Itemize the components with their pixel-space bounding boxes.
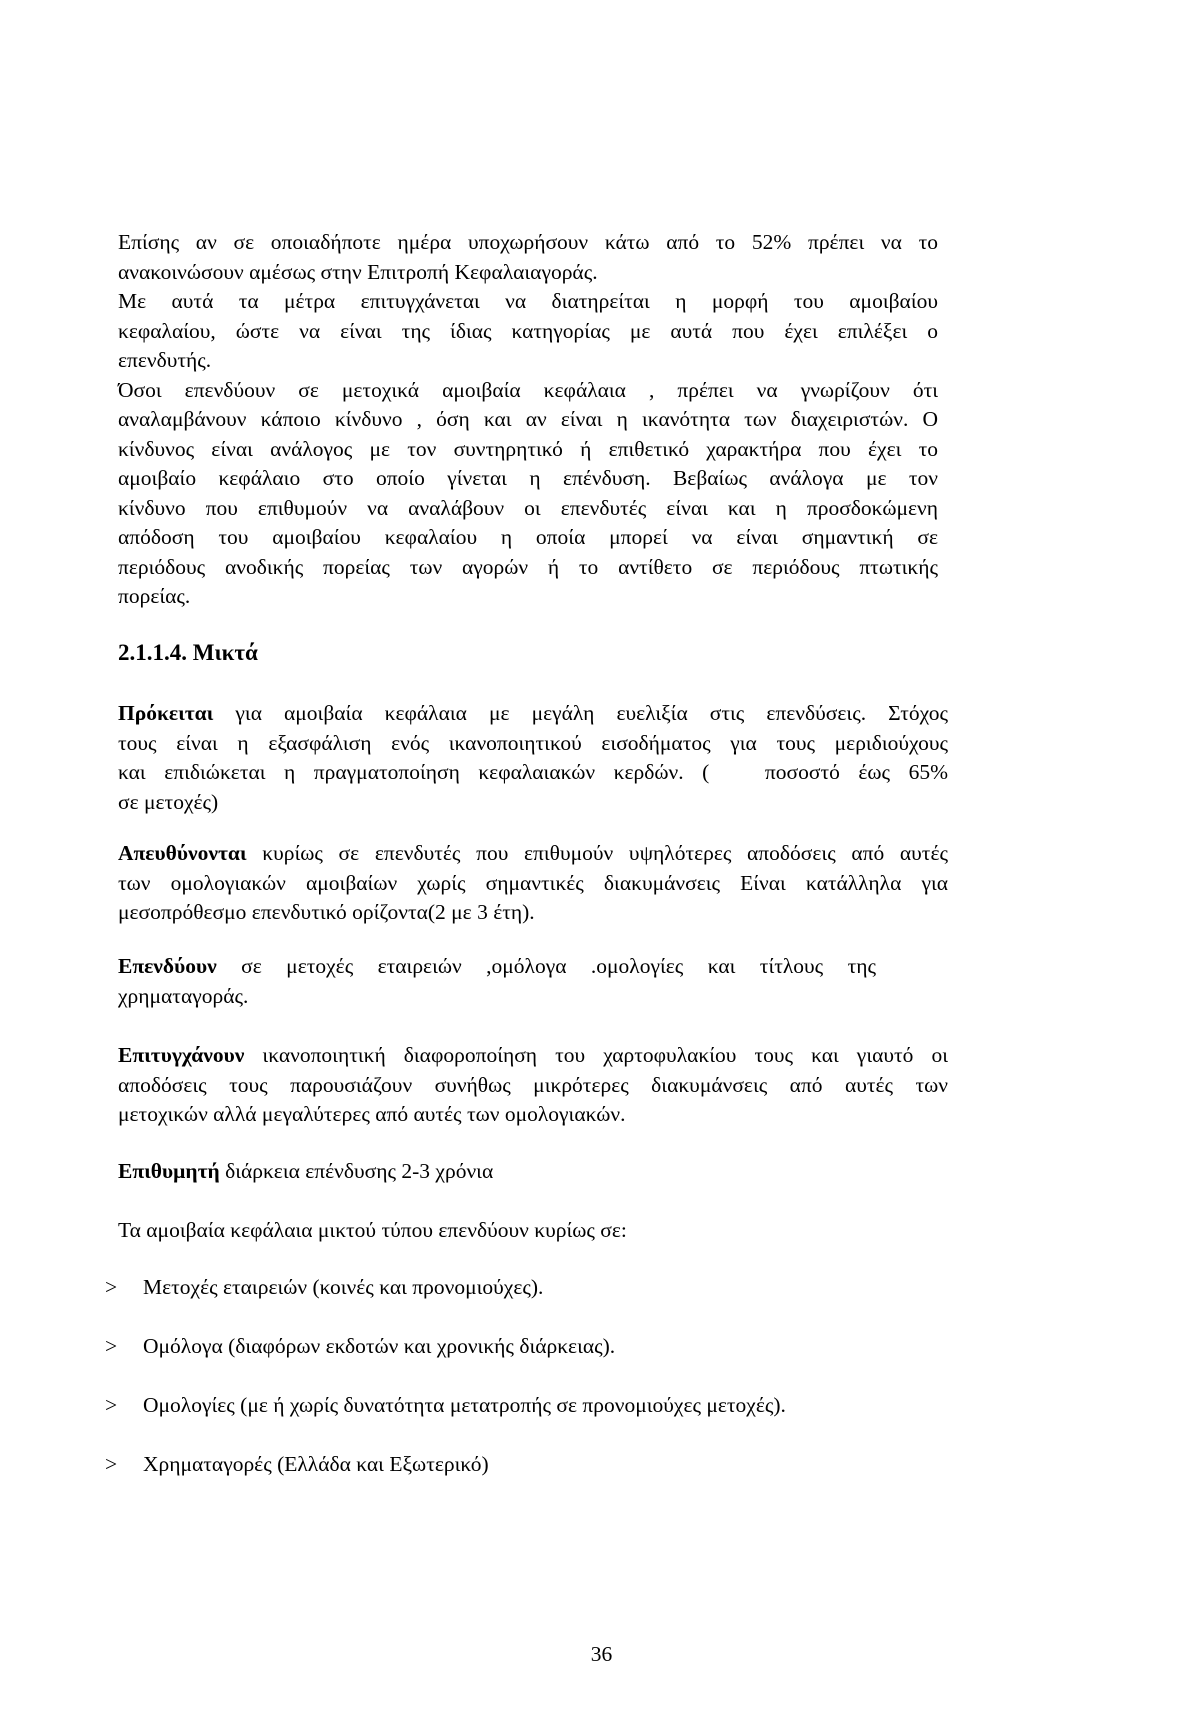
list-item	[105, 1332, 615, 1362]
page-number: 36	[590, 1642, 613, 1666]
text-run: σε μετοχές εταιρειών ,ομόλογα .ομολογίες και τίτλους της	[216, 954, 876, 978]
text-line: Όσοι επενδύουν σε μετοχικά αμοιβαία κεφάλαια , πρέπει να γνωρίζουν ότι	[118, 377, 938, 402]
text-line: και επιδιώκεται η πραγματοποίηση κεφαλαιακών κερδών. ( ποσοστό έως 65%	[118, 760, 948, 784]
bold-lead: Επιθυμητή	[118, 1159, 220, 1183]
text-line	[118, 699, 948, 729]
text-line: ανακοινώσουν αμέσως στην Επιτροπή Κεφαλαιαγοράς.	[118, 259, 598, 284]
bullet-marker: >	[105, 1334, 118, 1358]
text-line: αμοιβαίο κεφάλαιο στο οποίο γίνεται η επένδυση. Βεβαίως ανάλογα με τον	[118, 466, 938, 490]
bold-lead: Επιτυγχάνουν	[118, 1043, 245, 1067]
text-line: αποδόσεις τους παρουσιάζουν συνήθως μικρότερες διακυμάνσεις από αυτές των	[118, 1072, 948, 1097]
text-run: κυρίως σε επενδυτές που επιθυμούν υψηλότερες αποδόσεις από αυτές	[246, 841, 948, 865]
text-line: σε μετοχές)	[118, 789, 219, 814]
results-paragraph	[118, 1041, 948, 1130]
text-line: χρηματαγοράς.	[118, 983, 249, 1008]
text-line: περιόδους ανοδικής πορείας των αγορών ή το αντίθετο σε περιόδους πτωτικής	[118, 554, 938, 579]
list-item-text: Ομόλογα (διαφόρων εκδοτών και χρονικής διάρκειας).	[143, 1334, 616, 1358]
text-line: μεσοπρόθεσμο επενδυτικό ορίζοντα(2 με 3 έτη).	[118, 900, 535, 924]
list-item	[105, 1273, 543, 1303]
text-line: Επίσης αν σε οποιαδήποτε ημέρα υποχωρήσουν κάτω από το 52% πρέπει να το	[118, 230, 938, 254]
text-line: κίνδυνος είναι ανάλογος με τον συντηρητικό ή επιθετικό χαρακτήρα που έχει το	[118, 436, 938, 461]
bold-lead: Απευθύνονται	[118, 841, 247, 865]
text-line: επενδυτής.	[118, 348, 212, 372]
text-run: ικανοποιητική διαφοροποίηση του χαρτοφυλακίου τους και γιαυτό οι	[244, 1043, 948, 1067]
text-run: για αμοιβαία κεφάλαια με μεγάλη ευελιξία στις επενδύσεις. Στόχος	[213, 701, 948, 725]
text-line: τους είναι η εξασφάλιση ενός ικανοποιητικού εισοδήματος για τους μεριδιούχους	[118, 730, 948, 755]
text-line	[118, 1041, 948, 1071]
bold-lead: Επενδύουν	[118, 954, 217, 978]
section-heading: 2.1.1.4. Μικτά	[118, 640, 258, 665]
text-line: αναλαμβάνουν κάποιο κίνδυνο , όση και αν είναι η ικανότητα των διαχειριστών. Ο	[118, 407, 938, 431]
list-item	[105, 1391, 786, 1421]
list-item-text: Χρηματαγορές (Ελλάδα και Εξωτερικό)	[143, 1452, 489, 1476]
intro-paragraph	[118, 228, 938, 612]
description-paragraph	[118, 699, 948, 817]
text-line: των ομολογιακών αμοιβαίων χωρίς σημαντικές διακυμάνσεις Είναι κατάλληλα για	[118, 870, 948, 895]
list-item-text: Μετοχές εταιρειών (κοινές και προνομιούχες).	[143, 1275, 544, 1299]
bullet-marker: >	[105, 1452, 118, 1476]
text-line	[118, 1157, 948, 1187]
duration-paragraph	[118, 1157, 948, 1187]
intro-list-paragraph	[118, 1216, 948, 1246]
text-run: διάρκεια επένδυσης 2-3 χρόνια	[219, 1159, 494, 1183]
text-line	[118, 839, 948, 869]
text-line: κίνδυνο που επιθυμούν να αναλάβουν οι επενδυτές είναι και η προσδοκώμενη	[118, 495, 938, 520]
text-line: πορείας.	[118, 584, 191, 608]
text-line: απόδοση του αμοιβαίου κεφαλαίου η οποία μπορεί να είναι σημαντική σε	[118, 525, 938, 549]
bold-lead: Πρόκειται	[118, 701, 214, 725]
bullet-marker: >	[105, 1393, 118, 1417]
investments-paragraph	[118, 952, 876, 1011]
text-line: Τα αμοιβαία κεφάλαια μικτού τύπου επενδύουν κυρίως σε:	[118, 1218, 627, 1242]
bullet-marker: >	[105, 1275, 118, 1299]
list-item-text: Ομολογίες (με ή χωρίς δυνατότητα μετατροπής σε προνομιούχες μετοχές).	[143, 1393, 786, 1417]
text-line: Με αυτά τα μέτρα επιτυγχάνεται να διατηρείται η μορφή του αμοιβαίου	[118, 289, 938, 313]
text-line: κεφαλαίου, ώστε να είναι της ίδιας κατηγορίας με αυτά που έχει επιλέξει ο	[118, 318, 938, 343]
audience-paragraph	[118, 839, 948, 928]
list-item	[105, 1450, 489, 1480]
text-line	[118, 952, 876, 982]
text-line: μετοχικών αλλά μεγαλύτερες από αυτές των ομολογιακών.	[118, 1102, 626, 1126]
